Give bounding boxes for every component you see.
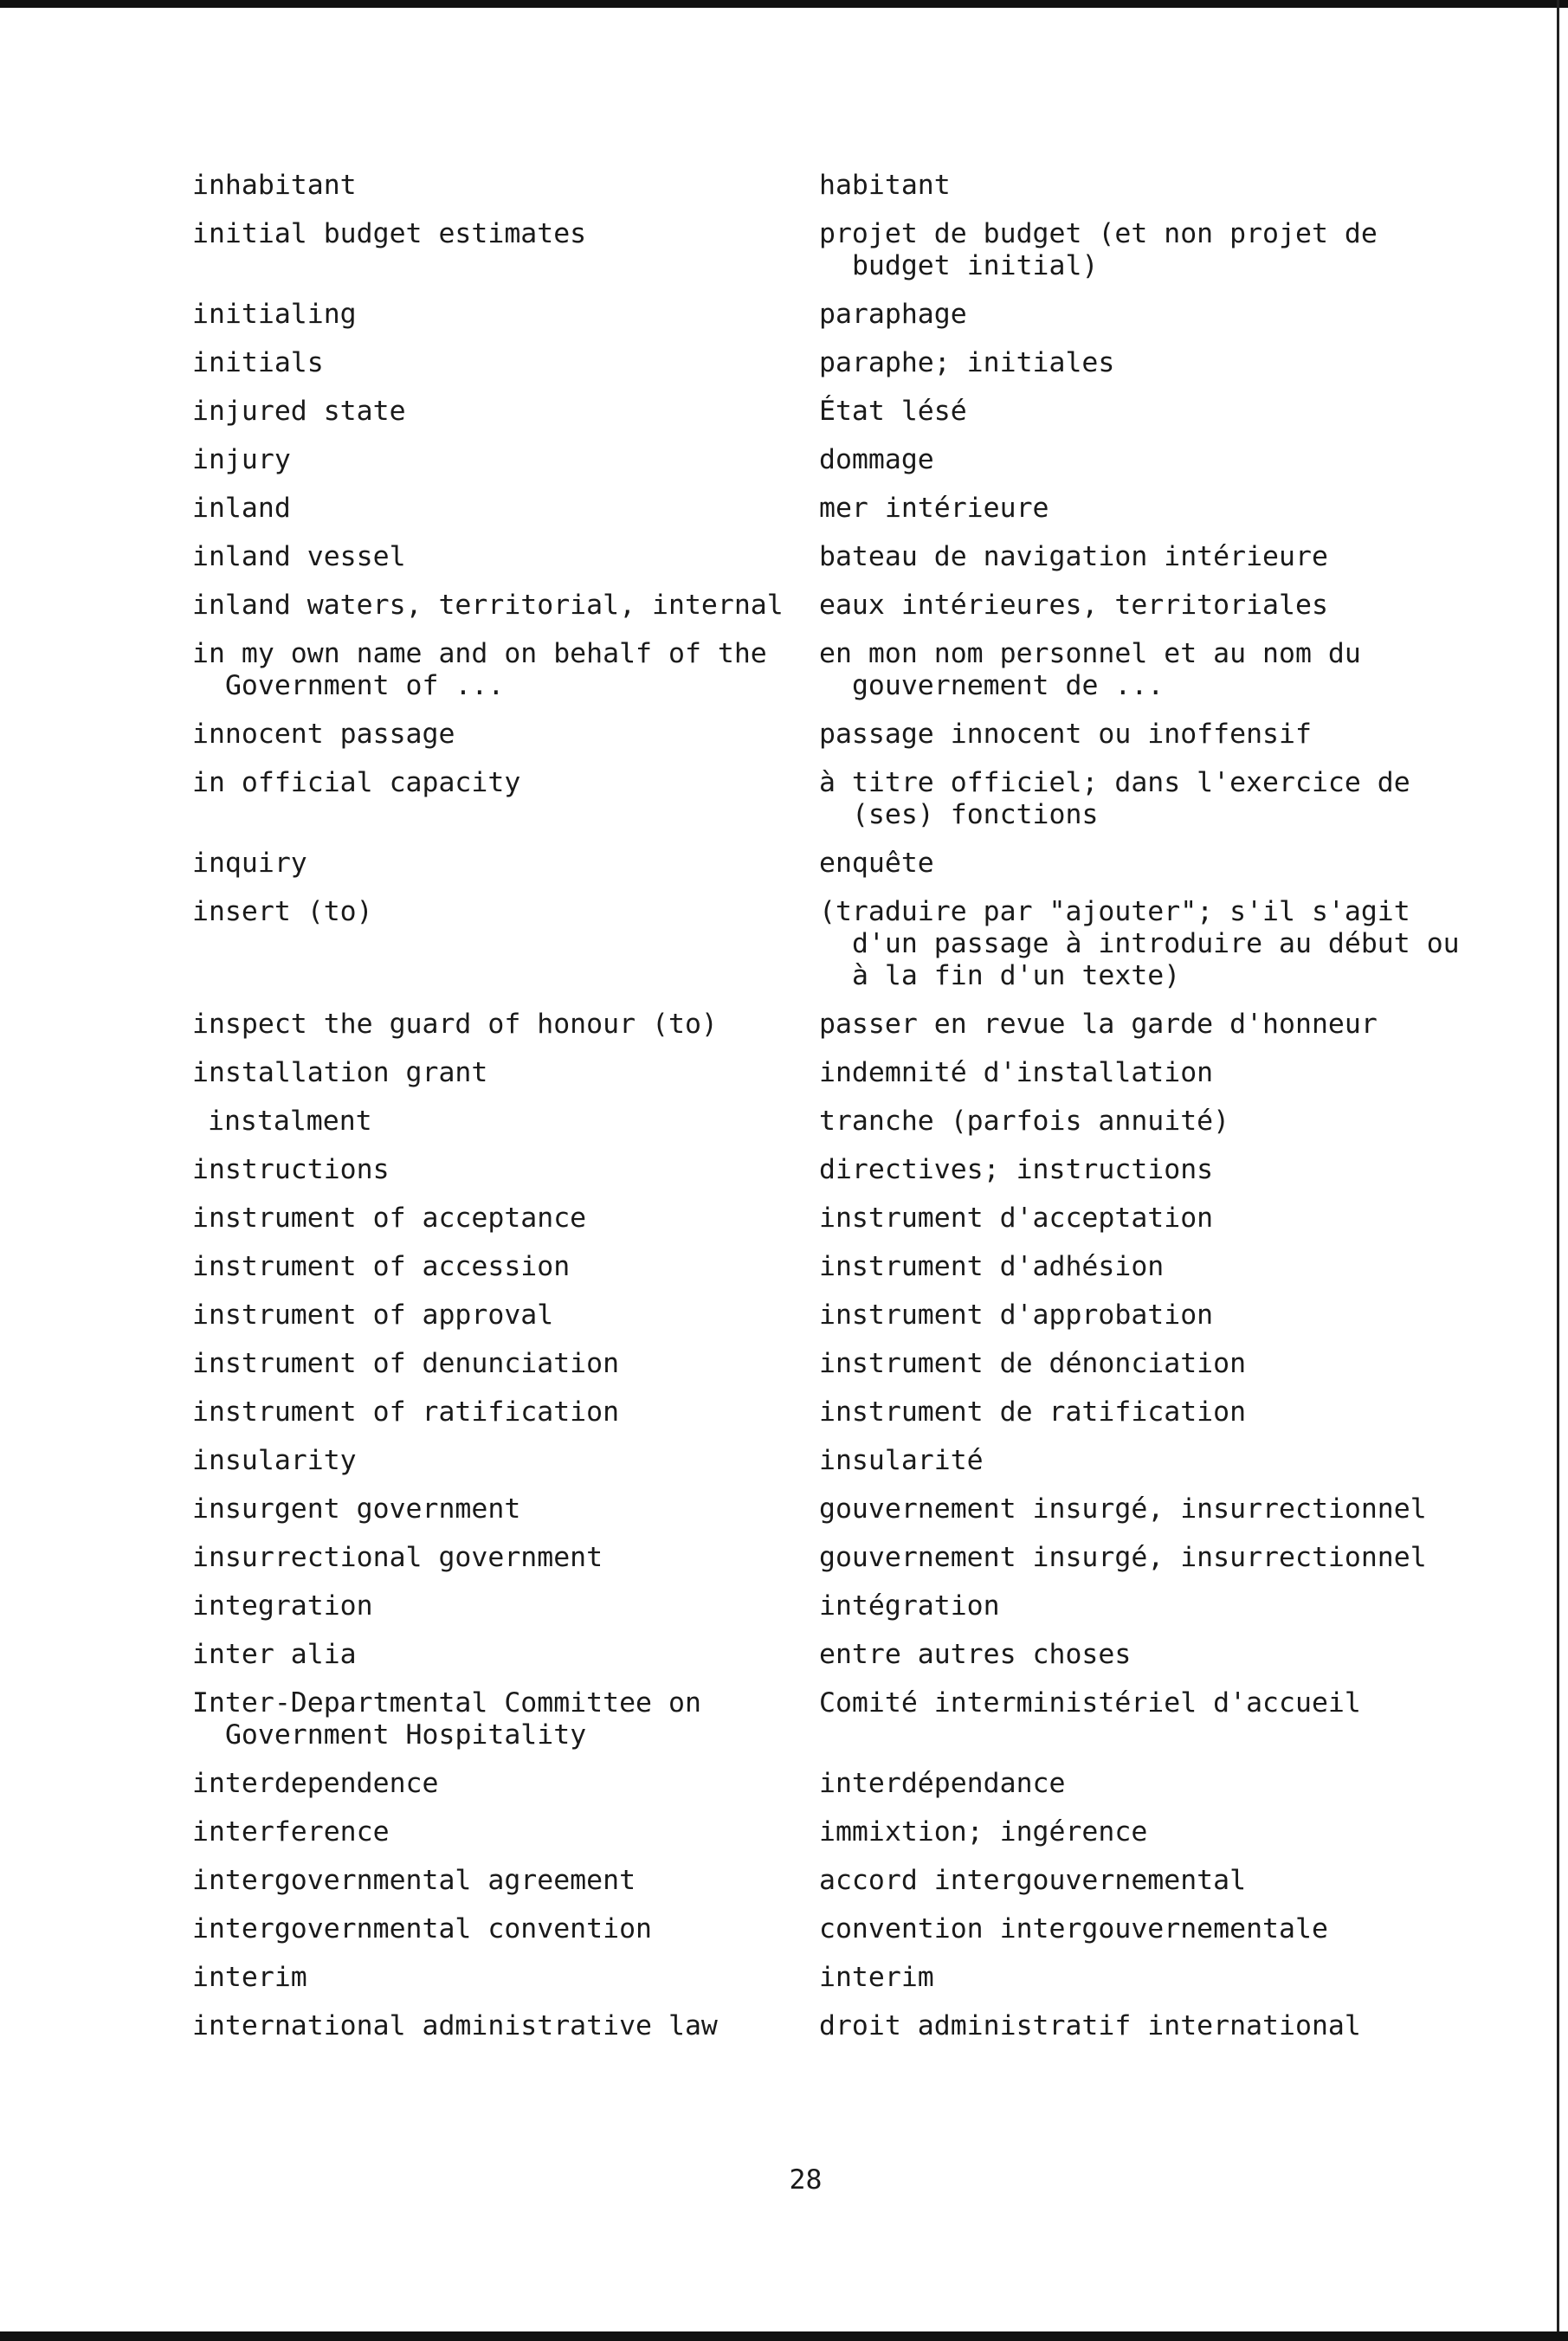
glossary-entry xyxy=(192,1445,1474,1477)
english-term: instrument of acceptance xyxy=(192,1203,587,1234)
english-term: in my own name and on behalf of the Government of ... xyxy=(192,638,767,701)
french-translation: droit administratif international xyxy=(819,2010,1361,2041)
english-term: insularity xyxy=(192,1445,357,1476)
french-translation: tranche (parfois annuité) xyxy=(819,1106,1230,1137)
french-translation: instrument de ratification xyxy=(819,1396,1247,1428)
english-term: instrument of denunciation xyxy=(192,1348,620,1379)
page-border-right xyxy=(1557,0,1559,2341)
english-term: inland waters, territorial, internal xyxy=(192,590,784,621)
french-translation: à titre officiel; dans l'exercice de (ses) fonctions xyxy=(819,767,1410,830)
english-term: injury xyxy=(192,444,291,475)
glossary-entry xyxy=(192,1154,1474,1186)
french-translation: directives; instructions xyxy=(819,1154,1214,1185)
english-term: interdependence xyxy=(192,1768,439,1799)
english-term: interim xyxy=(192,1962,307,1993)
page-number: 28 xyxy=(789,2164,823,2196)
glossary-entry xyxy=(192,444,1474,476)
glossary-entry xyxy=(192,638,1474,702)
english-term: instrument of accession xyxy=(192,1251,571,1282)
english-term: interference xyxy=(192,1816,390,1848)
glossary-entry xyxy=(192,218,1474,282)
french-translation: gouvernement insurgé, insurrectionnel xyxy=(819,1542,1427,1573)
french-translation: convention intergouvernementale xyxy=(819,1913,1328,1944)
english-term: inspect the guard of honour (to) xyxy=(192,1009,718,1040)
english-term: initialing xyxy=(192,299,357,330)
glossary-entry xyxy=(192,347,1474,379)
english-term: instrument of approval xyxy=(192,1299,554,1331)
english-term: inland xyxy=(192,493,291,524)
french-translation: État lésé xyxy=(819,396,967,427)
french-translation: Comité interministériel d'accueil xyxy=(819,1687,1361,1719)
english-term: inhabitant xyxy=(192,170,357,201)
french-translation: immixtion; ingérence xyxy=(819,1816,1148,1848)
page-border-bottom xyxy=(0,2331,1568,2341)
glossary-entry xyxy=(192,1542,1474,1574)
english-term: international administrative law xyxy=(192,2010,718,2041)
glossary-entry xyxy=(192,719,1474,751)
french-translation: en mon nom personnel et au nom du gouvernement de ... xyxy=(819,638,1361,701)
glossary-entry xyxy=(192,1962,1474,1994)
french-translation: accord intergouvernemental xyxy=(819,1865,1247,1896)
glossary-entry xyxy=(192,1913,1474,1945)
french-translation: passer en revue la garde d'honneur xyxy=(819,1009,1378,1040)
french-translation: projet de budget (et non projet de budget initial) xyxy=(819,218,1378,281)
glossary-entry xyxy=(192,1106,1474,1138)
french-translation: (traduire par "ajouter"; s'il s'agit d'un passage à introduire au début ou à la fin d'un texte) xyxy=(819,896,1460,991)
english-term: initials xyxy=(192,347,324,378)
glossary-entry xyxy=(192,1251,1474,1283)
french-translation: instrument d'approbation xyxy=(819,1299,1214,1331)
english-term: insurgent government xyxy=(192,1493,521,1525)
glossary-entry xyxy=(192,896,1474,992)
glossary-entry xyxy=(192,1493,1474,1525)
french-translation: entre autres choses xyxy=(819,1639,1132,1670)
french-translation: habitant xyxy=(819,170,951,201)
glossary-entry xyxy=(192,1057,1474,1089)
english-term: integration xyxy=(192,1590,373,1622)
french-translation: bateau de navigation intérieure xyxy=(819,541,1328,572)
french-translation: interim xyxy=(819,1962,934,1993)
french-translation: mer intérieure xyxy=(819,493,1049,524)
french-translation: enquête xyxy=(819,848,934,879)
english-term: insurrectional government xyxy=(192,1542,603,1573)
french-translation: insularité xyxy=(819,1445,984,1476)
english-term: installation grant xyxy=(192,1057,488,1088)
french-translation: eaux intérieures, territoriales xyxy=(819,590,1328,621)
glossary-entry xyxy=(192,1299,1474,1332)
glossary-entry xyxy=(192,1590,1474,1622)
glossary-entry xyxy=(192,1687,1474,1751)
glossary-list xyxy=(192,170,1474,2059)
glossary-entry xyxy=(192,590,1474,622)
glossary-entry xyxy=(192,848,1474,880)
french-translation: dommage xyxy=(819,444,934,475)
glossary-entry xyxy=(192,1348,1474,1380)
french-translation: passage innocent ou inoffensif xyxy=(819,719,1312,750)
glossary-entry xyxy=(192,1816,1474,1848)
french-translation: instrument de dénonciation xyxy=(819,1348,1247,1379)
glossary-entry xyxy=(192,1009,1474,1041)
french-translation: gouvernement insurgé, insurrectionnel xyxy=(819,1493,1427,1525)
english-term: inland vessel xyxy=(192,541,406,572)
french-translation: paraphe; initiales xyxy=(819,347,1115,378)
glossary-entry xyxy=(192,170,1474,202)
glossary-entry xyxy=(192,396,1474,428)
english-term: innocent passage xyxy=(192,719,455,750)
glossary-entry xyxy=(192,1768,1474,1800)
english-term: inquiry xyxy=(192,848,307,879)
page-border-top xyxy=(0,0,1568,8)
glossary-entry xyxy=(192,1865,1474,1897)
english-term: intergovernmental convention xyxy=(192,1913,653,1944)
french-translation: instrument d'adhésion xyxy=(819,1251,1165,1282)
english-term: instructions xyxy=(192,1154,390,1185)
glossary-entry xyxy=(192,541,1474,573)
french-translation: interdépendance xyxy=(819,1768,1066,1799)
french-translation: indemnité d'installation xyxy=(819,1057,1214,1088)
french-translation: instrument d'acceptation xyxy=(819,1203,1214,1234)
glossary-entry xyxy=(192,493,1474,525)
glossary-entry xyxy=(192,767,1474,831)
english-term: Inter-Departmental Committee on Government Hospitality xyxy=(192,1687,701,1751)
english-term: insert (to) xyxy=(192,896,373,927)
glossary-entry xyxy=(192,1203,1474,1235)
english-term: instrument of ratification xyxy=(192,1396,620,1428)
english-term: in official capacity xyxy=(192,767,521,798)
english-term: inter alia xyxy=(192,1639,357,1670)
english-term: injured state xyxy=(192,396,406,427)
glossary-entry xyxy=(192,2010,1474,2042)
glossary-entry xyxy=(192,1396,1474,1428)
glossary-entry xyxy=(192,299,1474,331)
english-term: intergovernmental agreement xyxy=(192,1865,636,1896)
french-translation: intégration xyxy=(819,1590,1000,1622)
english-term: initial budget estimates xyxy=(192,218,587,249)
english-term: instalment xyxy=(208,1106,372,1137)
french-translation: paraphage xyxy=(819,299,967,330)
glossary-entry xyxy=(192,1639,1474,1671)
